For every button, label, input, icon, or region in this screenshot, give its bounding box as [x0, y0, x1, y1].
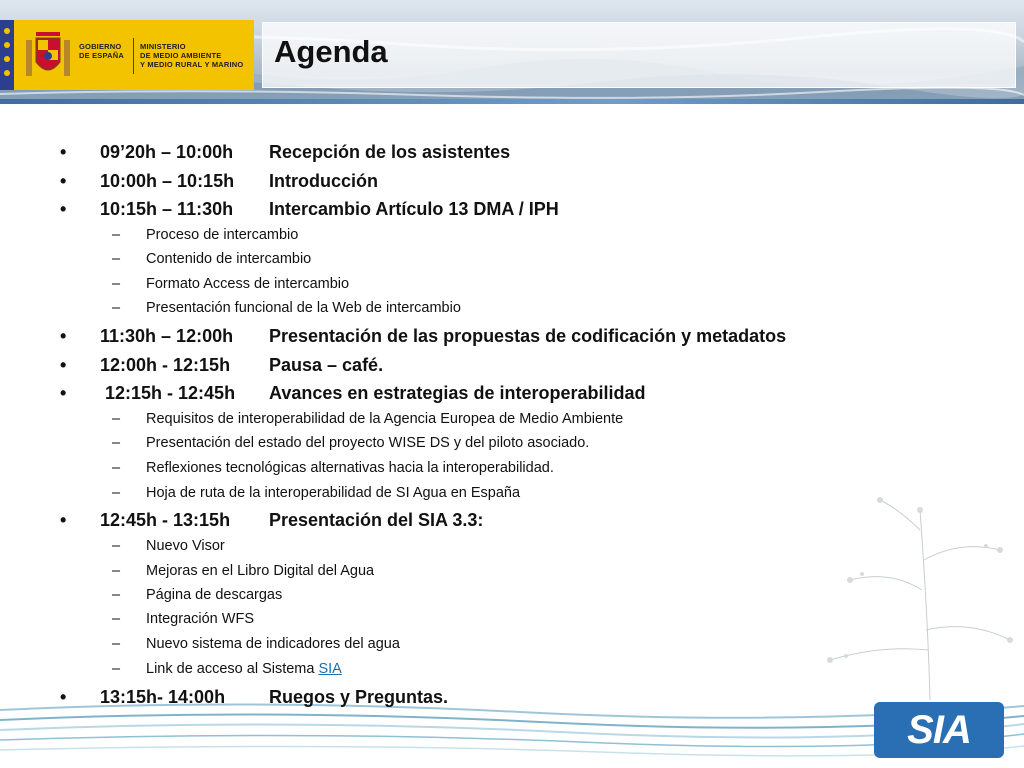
agenda-label: Intercambio Artículo 13 DMA / IPH	[269, 199, 559, 219]
dash: –	[112, 251, 121, 267]
agenda-label: Avances en estrategias de interoperabilidad	[269, 383, 646, 403]
agenda-time: 10:15h – 11:30h	[100, 199, 234, 219]
subitem-text: Requisitos de interoperabilidad de la Agencia Europea de Medio Ambiente	[146, 411, 624, 427]
agenda-label: Ruegos y Preguntas.	[269, 687, 449, 707]
agenda-label: Introducción	[269, 171, 378, 191]
bullet: •	[60, 383, 67, 403]
agenda-time: 10:00h – 10:15h	[100, 171, 235, 191]
dash: –	[112, 227, 121, 243]
bullet: •	[60, 326, 67, 346]
agenda-time: 13:15h- 14:00h	[100, 687, 226, 707]
bullet: •	[60, 355, 67, 375]
subitem-text: Proceso de intercambio	[146, 227, 299, 243]
dash: –	[112, 636, 121, 652]
agenda-time: 11:30h – 12:00h	[100, 326, 234, 346]
dash: –	[112, 485, 121, 501]
subitem-text: Nuevo Visor	[146, 538, 225, 554]
bullet: •	[60, 510, 67, 530]
agenda-time: 12:15h - 12:45h	[100, 383, 236, 403]
agenda-time: 12:00h - 12:15h	[100, 355, 231, 375]
sia-logo-text: SIA	[907, 708, 971, 752]
subitem-text: Reflexiones tecnológicas alternativas hacia la interoperabilidad.	[146, 460, 554, 476]
subitem-text: Formato Access de intercambio	[146, 276, 350, 292]
agenda-time: 12:45h - 13:15h	[100, 510, 231, 530]
dash: –	[112, 460, 121, 476]
dash: –	[112, 661, 121, 677]
subitem-link-prefix: Link de acceso al Sistema	[146, 661, 319, 677]
subitem-text: Integración WFS	[146, 611, 254, 627]
dash: –	[112, 411, 121, 427]
agenda-label: Pausa – café.	[269, 355, 384, 375]
gov-label: GOBIERNO DE ESPAÑA	[79, 42, 125, 60]
sia-link[interactable]: SIA	[318, 661, 342, 677]
dash: –	[112, 300, 121, 316]
dash: –	[112, 276, 121, 292]
bullet: •	[60, 687, 67, 707]
subitem-text: Mejoras en el Libro Digital del Agua	[146, 563, 375, 579]
dash: –	[112, 587, 121, 603]
dash: –	[112, 563, 121, 579]
agenda-label: Presentación de las propuestas de codificación y metadatos	[269, 326, 787, 346]
bullet: •	[60, 142, 67, 162]
dash: –	[112, 538, 121, 554]
subitem-text: Nuevo sistema de indicadores del agua	[146, 636, 400, 652]
dash: –	[112, 611, 121, 627]
agenda-label: Presentación del SIA 3.3:	[269, 510, 484, 530]
bullet: •	[60, 171, 67, 191]
subitem-text: Contenido de intercambio	[146, 251, 312, 267]
bullet: •	[60, 199, 67, 219]
subitem-text	[146, 661, 342, 677]
agenda-time: 09’20h – 10:00h	[100, 142, 234, 162]
ministry-label: MINISTERIO DE MEDIO AMBIENTE Y MEDIO RURAL Y MARINO	[140, 42, 244, 69]
subitem-text: Hoja de ruta de la interoperabilidad de SI Agua en España	[146, 485, 521, 501]
subitem-text: Presentación funcional de la Web de intercambio	[146, 300, 461, 316]
page-title: Agenda	[274, 34, 388, 69]
subitem-text: Presentación del estado del proyecto WISE DS y del piloto asociado.	[146, 435, 590, 451]
dash: –	[112, 435, 121, 451]
subitem-text: Página de descargas	[146, 587, 283, 603]
agenda-label: Recepción de los asistentes	[269, 142, 511, 162]
